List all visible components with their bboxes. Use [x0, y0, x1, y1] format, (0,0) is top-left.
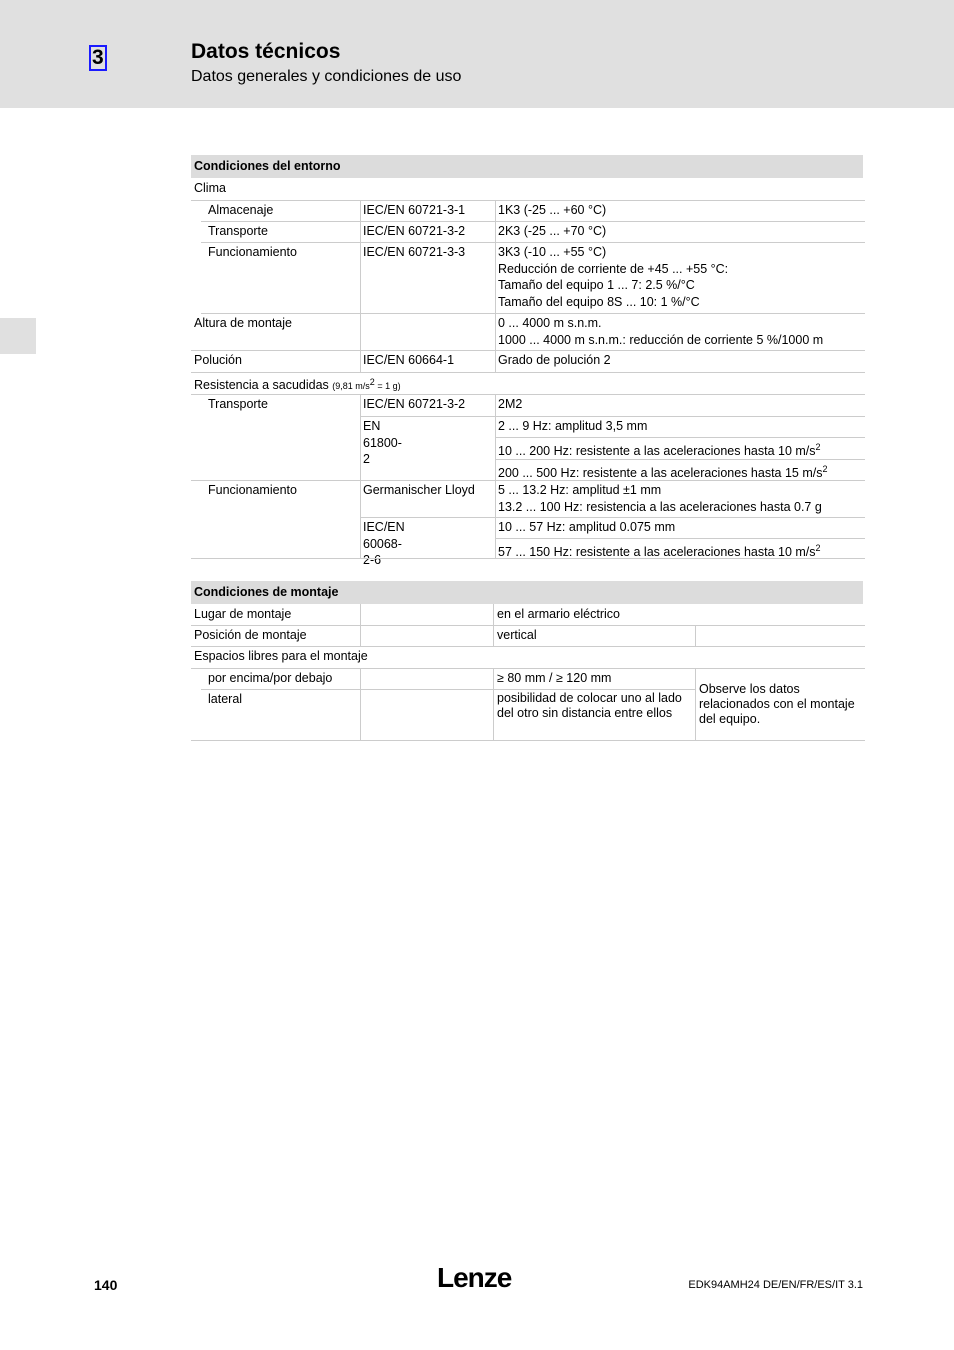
column-divider: [495, 313, 496, 372]
row-label: Funcionamiento: [208, 483, 297, 497]
table-row: [201, 221, 865, 243]
note: Observe los datos relacionados con el montaje del equipo.: [699, 682, 855, 726]
standard: EN 61800-2: [363, 419, 402, 466]
standard: IEC/EN 60721-3-2: [363, 224, 466, 238]
column-divider: [695, 625, 696, 646]
column-divider: [360, 604, 361, 646]
table-row: [201, 242, 865, 314]
value: 1K3 (-25 ... +60 °C): [498, 203, 607, 217]
row-label: por encima/por debajo: [208, 671, 333, 685]
table-row: [201, 200, 865, 222]
table-row: [191, 538, 865, 559]
value: 0 ... 4000 m s.n.m. 1000 ... 4000 m s.n.m.: reducción de corriente 5 %/1000 m: [498, 316, 824, 347]
value: 10 ... 200 Hz: resistente a las aceleraciones hasta 10 $m/s^2$: [498, 442, 821, 459]
standard: Germanischer Lloyd: [363, 483, 475, 497]
value: 10 ... 57 Hz: amplitud 0.075 mm: [498, 520, 676, 534]
table-row: [191, 372, 865, 395]
section-heading: Condiciones de montaje: [191, 581, 863, 604]
value: 57 ... 150 Hz: resistente a las aceleraciones hasta 10 $m/s^2$: [498, 543, 821, 560]
column-divider: [695, 668, 696, 740]
table-row: [191, 350, 865, 373]
column-divider: [360, 313, 361, 372]
side-tab: [0, 318, 36, 354]
row-label: Polución: [194, 353, 242, 367]
table-row: [191, 178, 865, 201]
row-label: Almacenaje: [208, 203, 274, 217]
table-row: [191, 646, 865, 669]
value: 2 ... 9 Hz: amplitud 3,5 mm: [498, 419, 648, 433]
value: 5 ... 13.2 Hz: amplitud ±1 mm 13.2 ... 100 Hz: resistencia a las aceleraciones hasta 0.7 g: [498, 483, 822, 514]
row-label: Resistencia a sacudidas (9,81 $m/s^2 = 1$ g): [194, 377, 401, 392]
chapter-number[interactable]: 3: [89, 45, 107, 71]
table-row: [360, 480, 865, 518]
lenze-logo: Lenze: [437, 1262, 512, 1293]
section-heading: Condiciones del entorno: [191, 155, 863, 178]
document-reference: EDK94AMH24 DE/EN/FR/ES/IT 3.1: [688, 1279, 863, 1291]
table-row: [191, 625, 865, 647]
table-row: [191, 604, 865, 626]
page-header: [0, 0, 954, 108]
standard: IEC/EN 60721-3-3: [363, 245, 466, 259]
row-label: Altura de montaje: [194, 316, 292, 330]
row-label: Lugar de montaje: [194, 607, 292, 621]
column-divider: [360, 394, 361, 558]
value: posibilidad de colocar uno al lado del otro sin distancia entre ellos: [497, 691, 682, 720]
value: vertical: [497, 628, 537, 642]
standard: IEC/EN 60721-3-1: [363, 203, 466, 217]
row-label: Espacios libres para el montaje: [194, 649, 368, 663]
value: 2K3 (-25 ... +70 °C): [498, 224, 607, 238]
column-divider: [360, 200, 361, 313]
value: 2M2: [498, 397, 523, 411]
standard: IEC/EN 60068-2-6: [363, 520, 405, 567]
table-row: [495, 517, 865, 539]
column-divider: [495, 394, 496, 558]
page-number: 140: [94, 1277, 118, 1293]
row-label: Transporte: [208, 397, 268, 411]
table-row: [360, 394, 865, 417]
row-label: Clima: [194, 181, 226, 195]
column-divider: [493, 604, 494, 646]
value: Grado de polución 2: [498, 353, 611, 367]
value: ≥ 80 mm / ≥ 120 mm: [497, 671, 612, 685]
column-divider: [495, 200, 496, 313]
column-divider: [493, 668, 494, 740]
value: 3K3 (-10 ... +55 °C) Reducción de corriente de +45 ... +55 °C: Tamaño del equipo 1 ... 7: 2.5 %/°C Tamaño del equipo 8S ... 10: 1 %/°C: [498, 245, 729, 309]
standard: IEC/EN 60664-1: [363, 353, 455, 367]
row-label: Transporte: [208, 224, 268, 238]
page-title: Datos técnicos: [191, 40, 341, 63]
table-row: [191, 459, 865, 481]
row-label: Funcionamiento: [208, 245, 297, 259]
row-label: Posición de montaje: [194, 628, 307, 642]
row-label: lateral: [208, 692, 243, 706]
column-divider: [360, 668, 361, 740]
table-row: [191, 313, 865, 351]
page-subtitle: Datos generales y condiciones de uso: [191, 68, 462, 85]
value: en el armario eléctrico: [497, 607, 620, 621]
table-row: [495, 437, 865, 460]
table-row: [201, 668, 696, 690]
table-row: [495, 416, 865, 438]
value: 200 ... 500 Hz: resistente a las aceleraciones hasta 15 $m/s^2$: [498, 464, 828, 481]
standard: IEC/EN 60721-3-2: [363, 397, 466, 411]
